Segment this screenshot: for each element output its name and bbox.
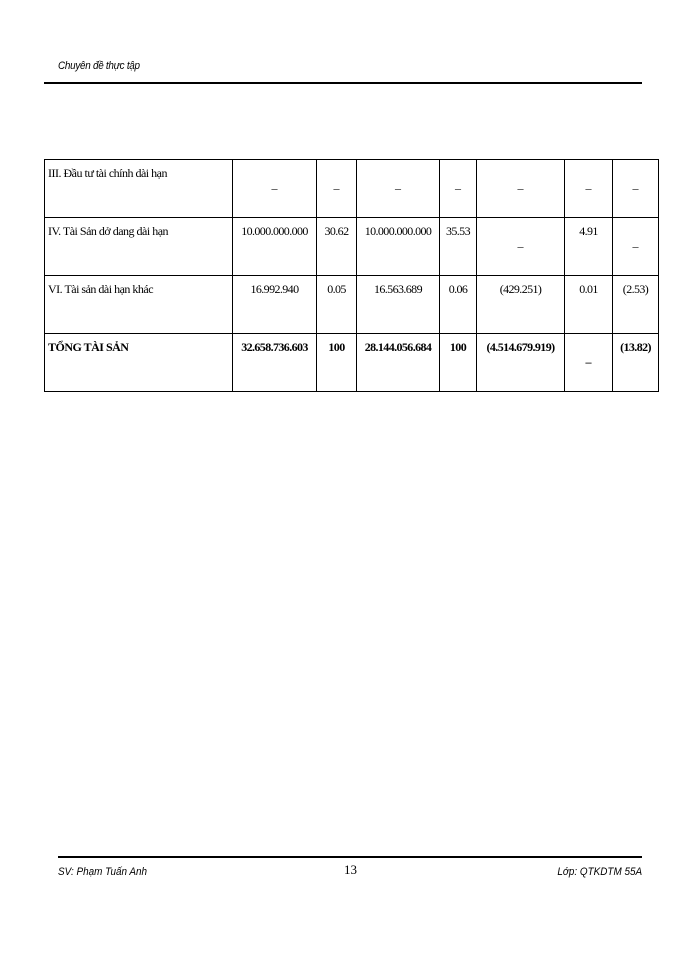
table-cell: 10.000.000.000 — [233, 218, 317, 276]
table-cell: – — [565, 334, 613, 392]
table-cell: – — [477, 218, 565, 276]
row-label: TỔNG TÀI SẢN — [45, 334, 233, 392]
table-cell: – — [233, 160, 317, 218]
table-row — [45, 276, 659, 334]
table-cell: – — [357, 160, 440, 218]
table-cell: (13.82) — [613, 334, 659, 392]
balance-sheet-table — [44, 159, 659, 392]
table-cell: 32.658.736.603 — [233, 334, 317, 392]
table-row — [45, 160, 659, 218]
row-label: III. Đầu tư tài chính dài hạn — [45, 160, 233, 218]
table-cell: – — [317, 160, 357, 218]
table-cell: 4.91 — [565, 218, 613, 276]
table-cell: 0.01 — [565, 276, 613, 334]
footer-class: Lớp: QTKDTM 55A — [557, 866, 642, 878]
table-cell: 16.563.689 — [357, 276, 440, 334]
table-cell: – — [613, 160, 659, 218]
table-cell: 35.53 — [440, 218, 477, 276]
row-label: IV. Tài Sản dở dang dài hạn — [45, 218, 233, 276]
table-cell: – — [440, 160, 477, 218]
table-cell: (429.251) — [477, 276, 565, 334]
table-cell: – — [613, 218, 659, 276]
table-cell: 10.000.000.000 — [357, 218, 440, 276]
table-cell: 100 — [317, 334, 357, 392]
table-cell: 28.144.056.684 — [357, 334, 440, 392]
table-cell: – — [565, 160, 613, 218]
table-cell: 100 — [440, 334, 477, 392]
table-cell: – — [477, 160, 565, 218]
table-cell: (2.53) — [613, 276, 659, 334]
footer-rule — [58, 856, 642, 858]
table-cell: (4.514.679.919) — [477, 334, 565, 392]
table-cell: 0.06 — [440, 276, 477, 334]
table-row — [45, 218, 659, 276]
table-row-total — [45, 334, 659, 392]
table-cell: 0.05 — [317, 276, 357, 334]
row-label: VI. Tài sản dài hạn khác — [45, 276, 233, 334]
table-cell: 30.62 — [317, 218, 357, 276]
footer-student-name: SV: Phạm Tuấn Anh — [58, 866, 147, 878]
header-rule — [44, 82, 642, 84]
page-number: 13 — [344, 862, 357, 877]
table-cell: 16.992.940 — [233, 276, 317, 334]
document-header-title: Chuyên đề thực tập — [58, 60, 140, 72]
